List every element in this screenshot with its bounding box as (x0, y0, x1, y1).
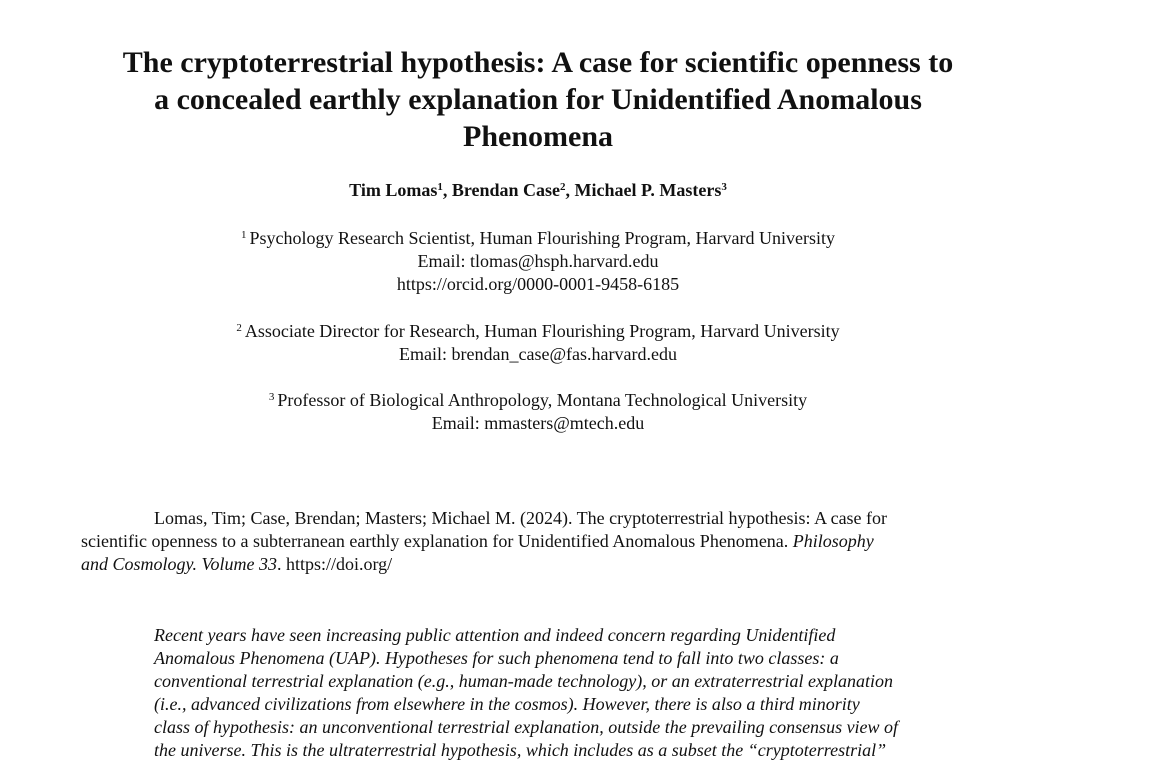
affiliation-line: Professor of Biological Anthropology, Montana Technological University (277, 390, 808, 410)
title-line: Phenomena (463, 120, 613, 153)
abstract-line: conventional terrestrial explanation (e.g., human-made technology), or an extraterrestrial explanation (154, 671, 894, 691)
affiliation-line: Psychology Research Scientist, Human Flourishing Program, Harvard University (249, 228, 835, 248)
affiliation-2 (0, 320, 1076, 366)
abstract-line: class of hypothesis: an unconventional terrestrial explanation, outside the prevailing consensus view of (154, 717, 899, 737)
title-line: a concealed earthly explanation for Unidentified Anomalous (154, 83, 922, 116)
author-affiliation-marker: 1 (437, 181, 443, 193)
title-line: The cryptoterrestrial hypothesis: A case for scientific openness to (122, 46, 954, 79)
author-separator: , (565, 180, 575, 200)
citation-journal-volume: and Cosmology. Volume 33 (81, 554, 277, 574)
citation-text: scientific openness to a subterranean earthly explanation for Unidentified Anomalous Phenomena. (81, 531, 793, 551)
abstract-line: the universe. This is the ultraterrestrial hypothesis, which includes as a subset the “cryptoterrestrial” (154, 740, 887, 760)
citation (81, 507, 991, 576)
abstract-line: Anomalous Phenomena (UAP). Hypotheses for such phenomena tend to fall into two classes: a (154, 648, 839, 668)
author-name: Brendan Case (451, 180, 561, 200)
affiliation-email: Email: tlomas@hsph.harvard.edu (417, 251, 659, 271)
paper-title (60, 44, 1016, 155)
affiliation-marker: 1 (241, 229, 247, 241)
abstract-line: (i.e., advanced civilizations from elsewhere in the cosmos). However, there is also a third minority (154, 694, 860, 714)
affiliation-orcid: https://orcid.org/0000-0001-9458-6185 (396, 274, 680, 294)
author-affiliation-marker: 2 (560, 181, 566, 193)
author-affiliation-marker: 3 (721, 181, 727, 193)
affiliation-marker: 3 (268, 391, 275, 403)
affiliation-email: Email: mmasters@mtech.edu (431, 413, 645, 433)
author-separator: , (442, 180, 452, 200)
author-name: Tim Lomas (349, 180, 438, 200)
citation-journal: Philosophy (792, 531, 874, 551)
abstract (154, 624, 1004, 762)
author-name: Michael P. Masters (574, 180, 722, 200)
affiliation-email: Email: brendan_case@fas.harvard.edu (399, 344, 677, 364)
affiliation-line: Associate Director for Research, Human Flourishing Program, Harvard University (244, 321, 840, 341)
abstract-line: Recent years have seen increasing public attention and indeed concern regarding Unidentified (154, 625, 836, 645)
affiliation-marker: 2 (236, 322, 242, 334)
affiliation-3 (0, 389, 1076, 435)
affiliation-1 (0, 227, 1076, 296)
citation-line: Lomas, Tim; Case, Brendan; Masters; Michael M. (2024). The cryptoterrestrial hypothesis: A case for (154, 508, 888, 528)
citation-doi: . https://doi.org/ (277, 554, 393, 574)
author-list (0, 178, 1076, 202)
